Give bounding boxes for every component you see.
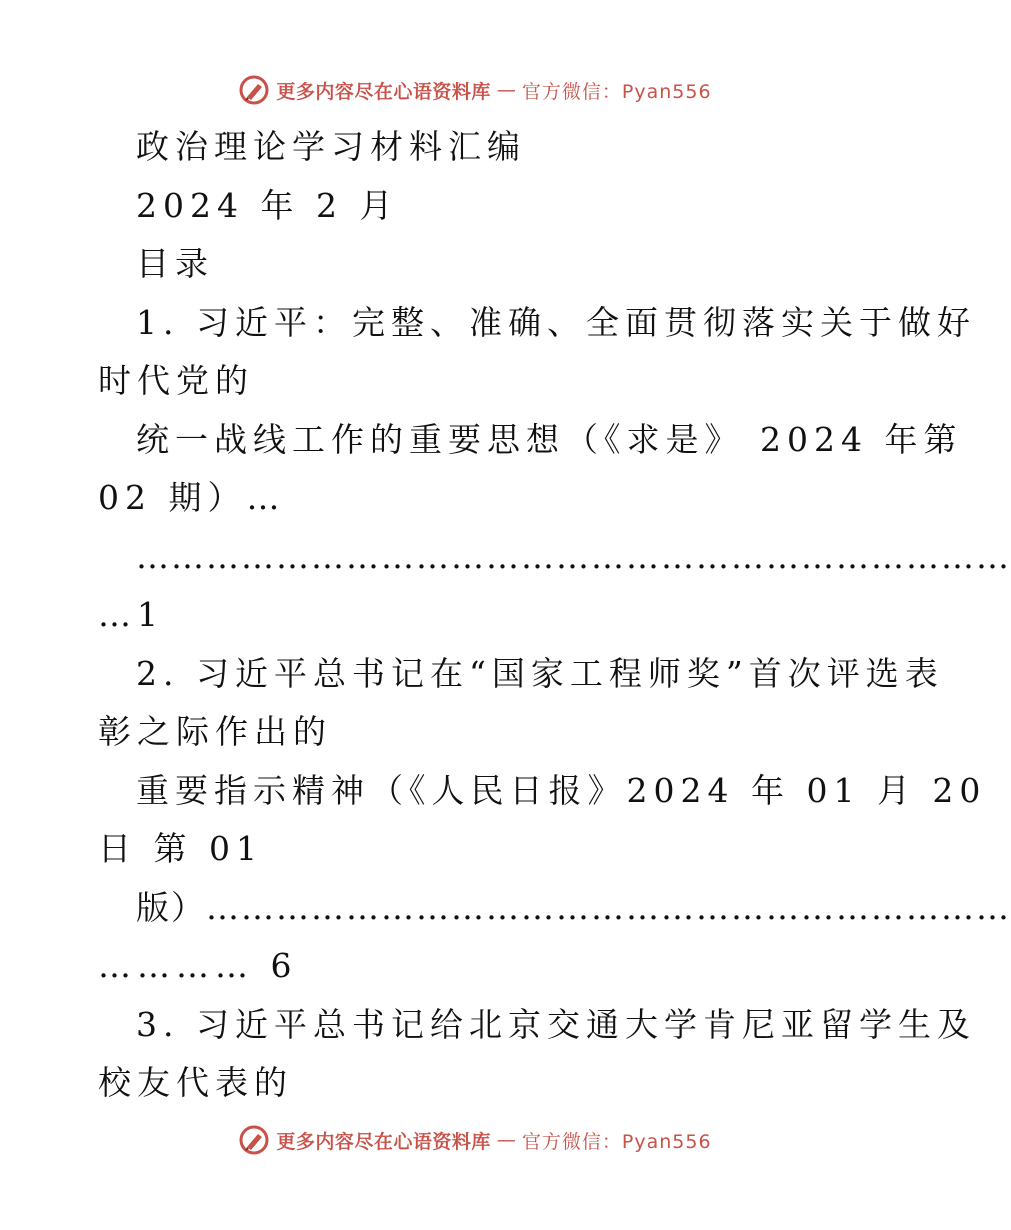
toc-entry-3-line-2: 校友代表的 — [98, 1063, 293, 1102]
toc-entry-1-line-1: 1. 习近平：完整、准确、全面贯彻落实关于做好 — [136, 302, 976, 342]
pen-logo-icon — [238, 74, 270, 106]
pen-logo-icon — [238, 1124, 270, 1156]
toc-entry-3-line-1: 3. 习近平总书记给北京交通大学肯尼亚留学生及 — [136, 1004, 976, 1044]
banner-separator: — — [496, 79, 516, 101]
banner-separator: — — [496, 1129, 516, 1151]
toc-entry-2-line-1: 2. 习近平总书记在“国家工程师奖”首次评选表 — [136, 653, 944, 693]
banner-wechat-text: 官方微信：Pyan556 — [521, 80, 712, 103]
header-watermark-banner — [0, 70, 950, 110]
toc-entry-2-line-4: 日 第 01 — [98, 829, 263, 868]
banner-wechat-text: 官方微信：Pyan556 — [521, 1130, 712, 1153]
footer-watermark-banner — [0, 1120, 950, 1160]
toc-entry-2-page: ………… 6 — [98, 946, 298, 985]
toc-entry-1-line-3: 统一战线工作的重要思想（《求是》 2024 年第 — [136, 419, 963, 459]
toc-heading: 目录 — [136, 244, 214, 283]
toc-entry-1-line-2: 时代党的 — [98, 361, 254, 400]
banner-site-text: 更多内容尽在心语资料库 — [276, 80, 491, 103]
toc-entry-2-line-3: 重要指示精神（《人民日报》2024 年 01 月 20 — [136, 770, 987, 810]
document-title: 政治理论学习材料汇编 — [136, 127, 526, 166]
toc-entry-1-line-4: 02 期）… — [98, 478, 286, 517]
document-body — [98, 118, 1011, 1113]
toc-entry-1-leader: ………………………………………………………………… — [136, 536, 1011, 576]
toc-entry-1-page: …1 — [98, 595, 164, 634]
toc-entry-2-leader: 版）…………………………………………………………… — [136, 887, 1011, 927]
banner-site-text: 更多内容尽在心语资料库 — [276, 1130, 491, 1153]
document-date: 2024 年 2 月 — [136, 185, 399, 225]
toc-entry-2-line-2: 彰之际作出的 — [98, 712, 332, 751]
